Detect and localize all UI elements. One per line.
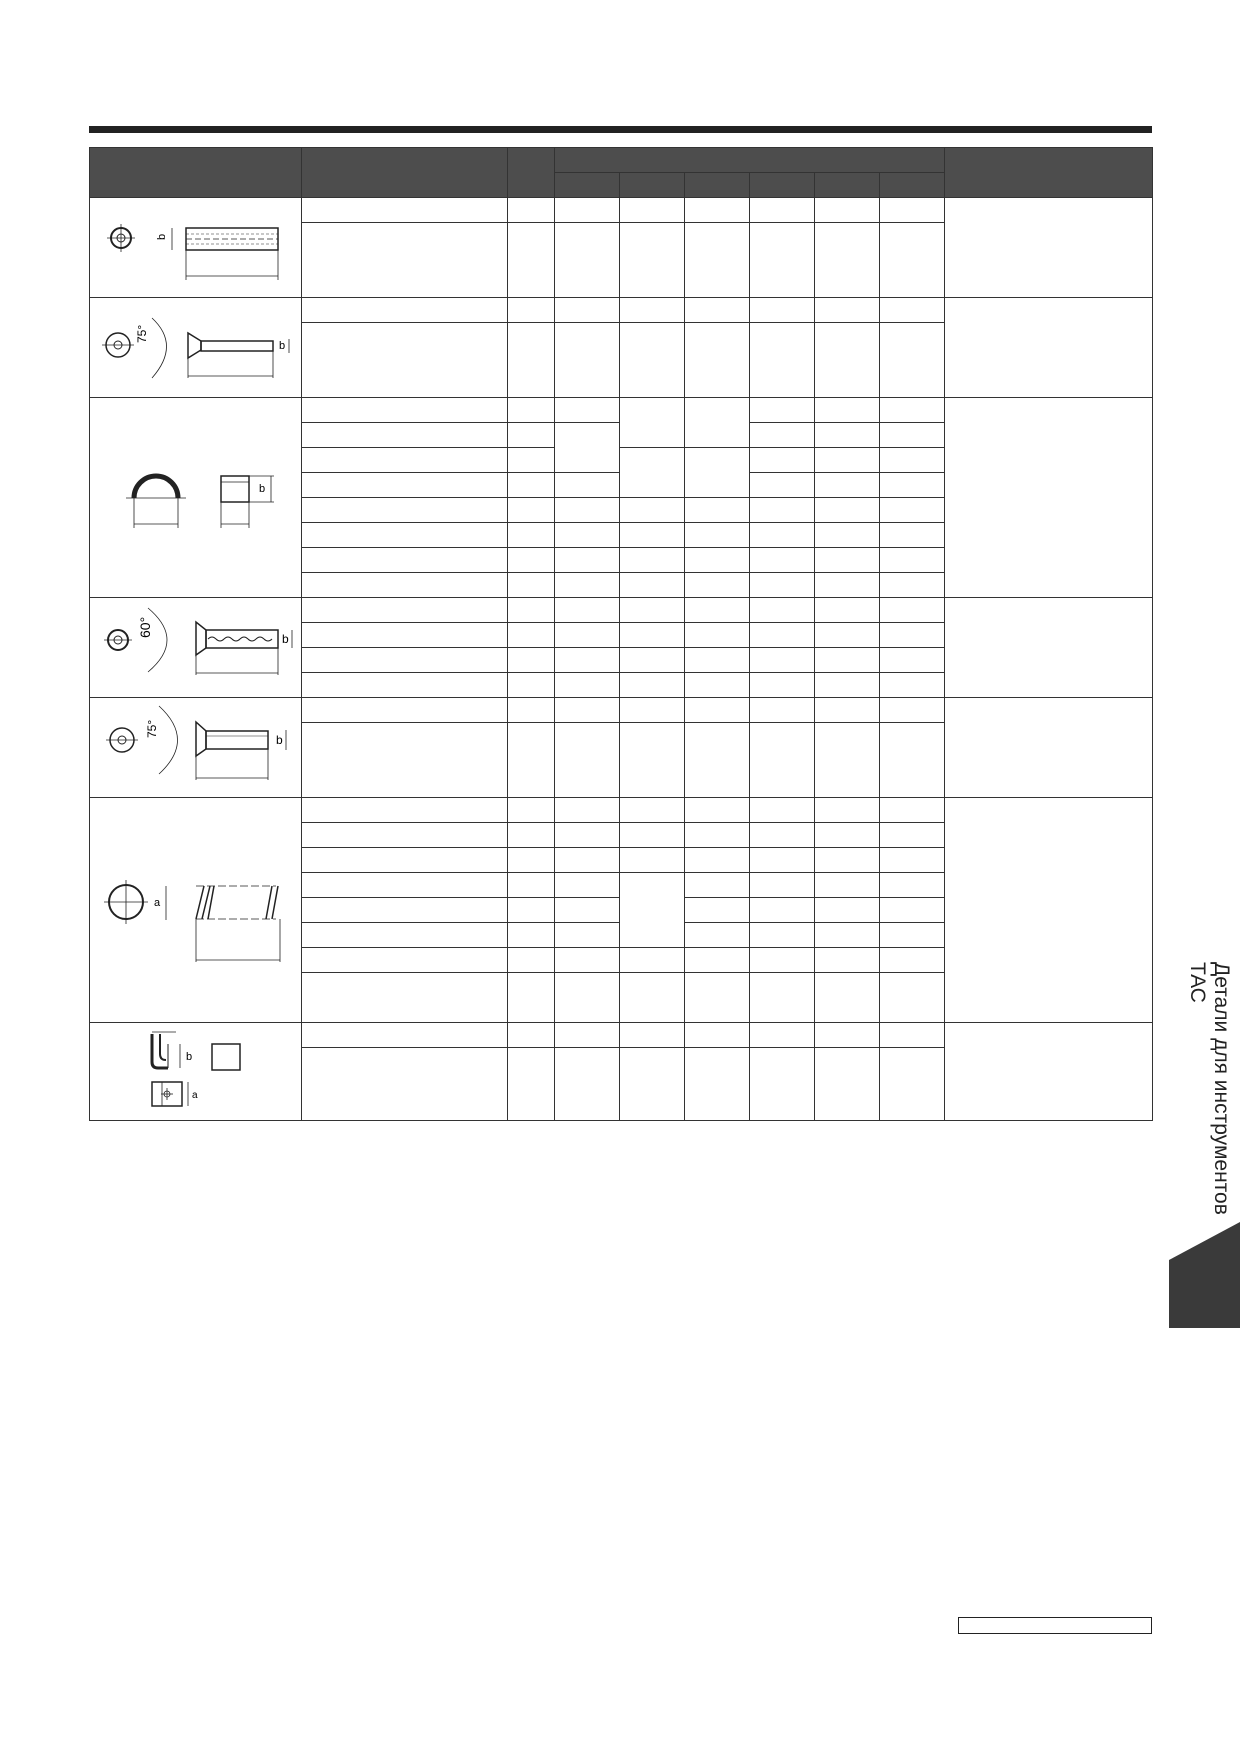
drawing-cell-countersunk-75 bbox=[90, 298, 302, 398]
parts-table bbox=[89, 147, 1153, 1121]
table-row bbox=[90, 598, 1153, 623]
section-tab bbox=[1169, 1222, 1240, 1328]
drawing-cell-countersunk-60 bbox=[90, 598, 302, 698]
svg-text:b: b bbox=[275, 733, 283, 747]
table-row bbox=[90, 1023, 1153, 1048]
drawing-cell-countersunk-75-b bbox=[90, 698, 302, 798]
countersunk-screw-icon bbox=[96, 303, 296, 393]
drawing-cell-pin bbox=[90, 198, 302, 298]
top-rule bbox=[89, 126, 1152, 133]
svg-text:b: b bbox=[281, 632, 289, 646]
header-drawing bbox=[90, 148, 302, 198]
header-designation bbox=[302, 148, 508, 198]
svg-text:a: a bbox=[153, 897, 160, 909]
svg-text:75°: 75° bbox=[134, 324, 149, 343]
svg-text:60°: 60° bbox=[136, 616, 153, 638]
straight-pin-icon bbox=[96, 203, 296, 293]
table-row bbox=[90, 198, 1153, 223]
header-notes bbox=[945, 148, 1153, 198]
svg-text:b: b bbox=[258, 482, 265, 495]
table-row bbox=[90, 298, 1153, 323]
svg-text:75°: 75° bbox=[144, 719, 159, 738]
section-side-label: Детали для инструментов ТАС bbox=[1186, 962, 1233, 1215]
svg-text:b: b bbox=[185, 1051, 192, 1063]
drawing-cell-spring bbox=[90, 798, 302, 1023]
drawing-cell-clip bbox=[90, 398, 302, 598]
spring-icon bbox=[96, 840, 296, 980]
svg-text:b: b bbox=[278, 339, 285, 352]
header-row-1 bbox=[90, 148, 1153, 173]
page-number-box bbox=[958, 1617, 1152, 1634]
bracket-icon bbox=[96, 1024, 296, 1119]
header-sizes bbox=[555, 148, 945, 173]
table-row bbox=[90, 698, 1153, 723]
table-row bbox=[90, 798, 1153, 823]
grooved-pin-icon bbox=[96, 600, 296, 695]
svg-text:a: a bbox=[191, 1090, 198, 1101]
table-row bbox=[90, 398, 1153, 423]
drawing-cell-bracket bbox=[90, 1023, 302, 1121]
c-clip-icon bbox=[96, 438, 296, 558]
header-code bbox=[508, 148, 555, 198]
svg-text:b: b bbox=[155, 233, 168, 240]
countersunk-pin-icon bbox=[96, 700, 296, 795]
